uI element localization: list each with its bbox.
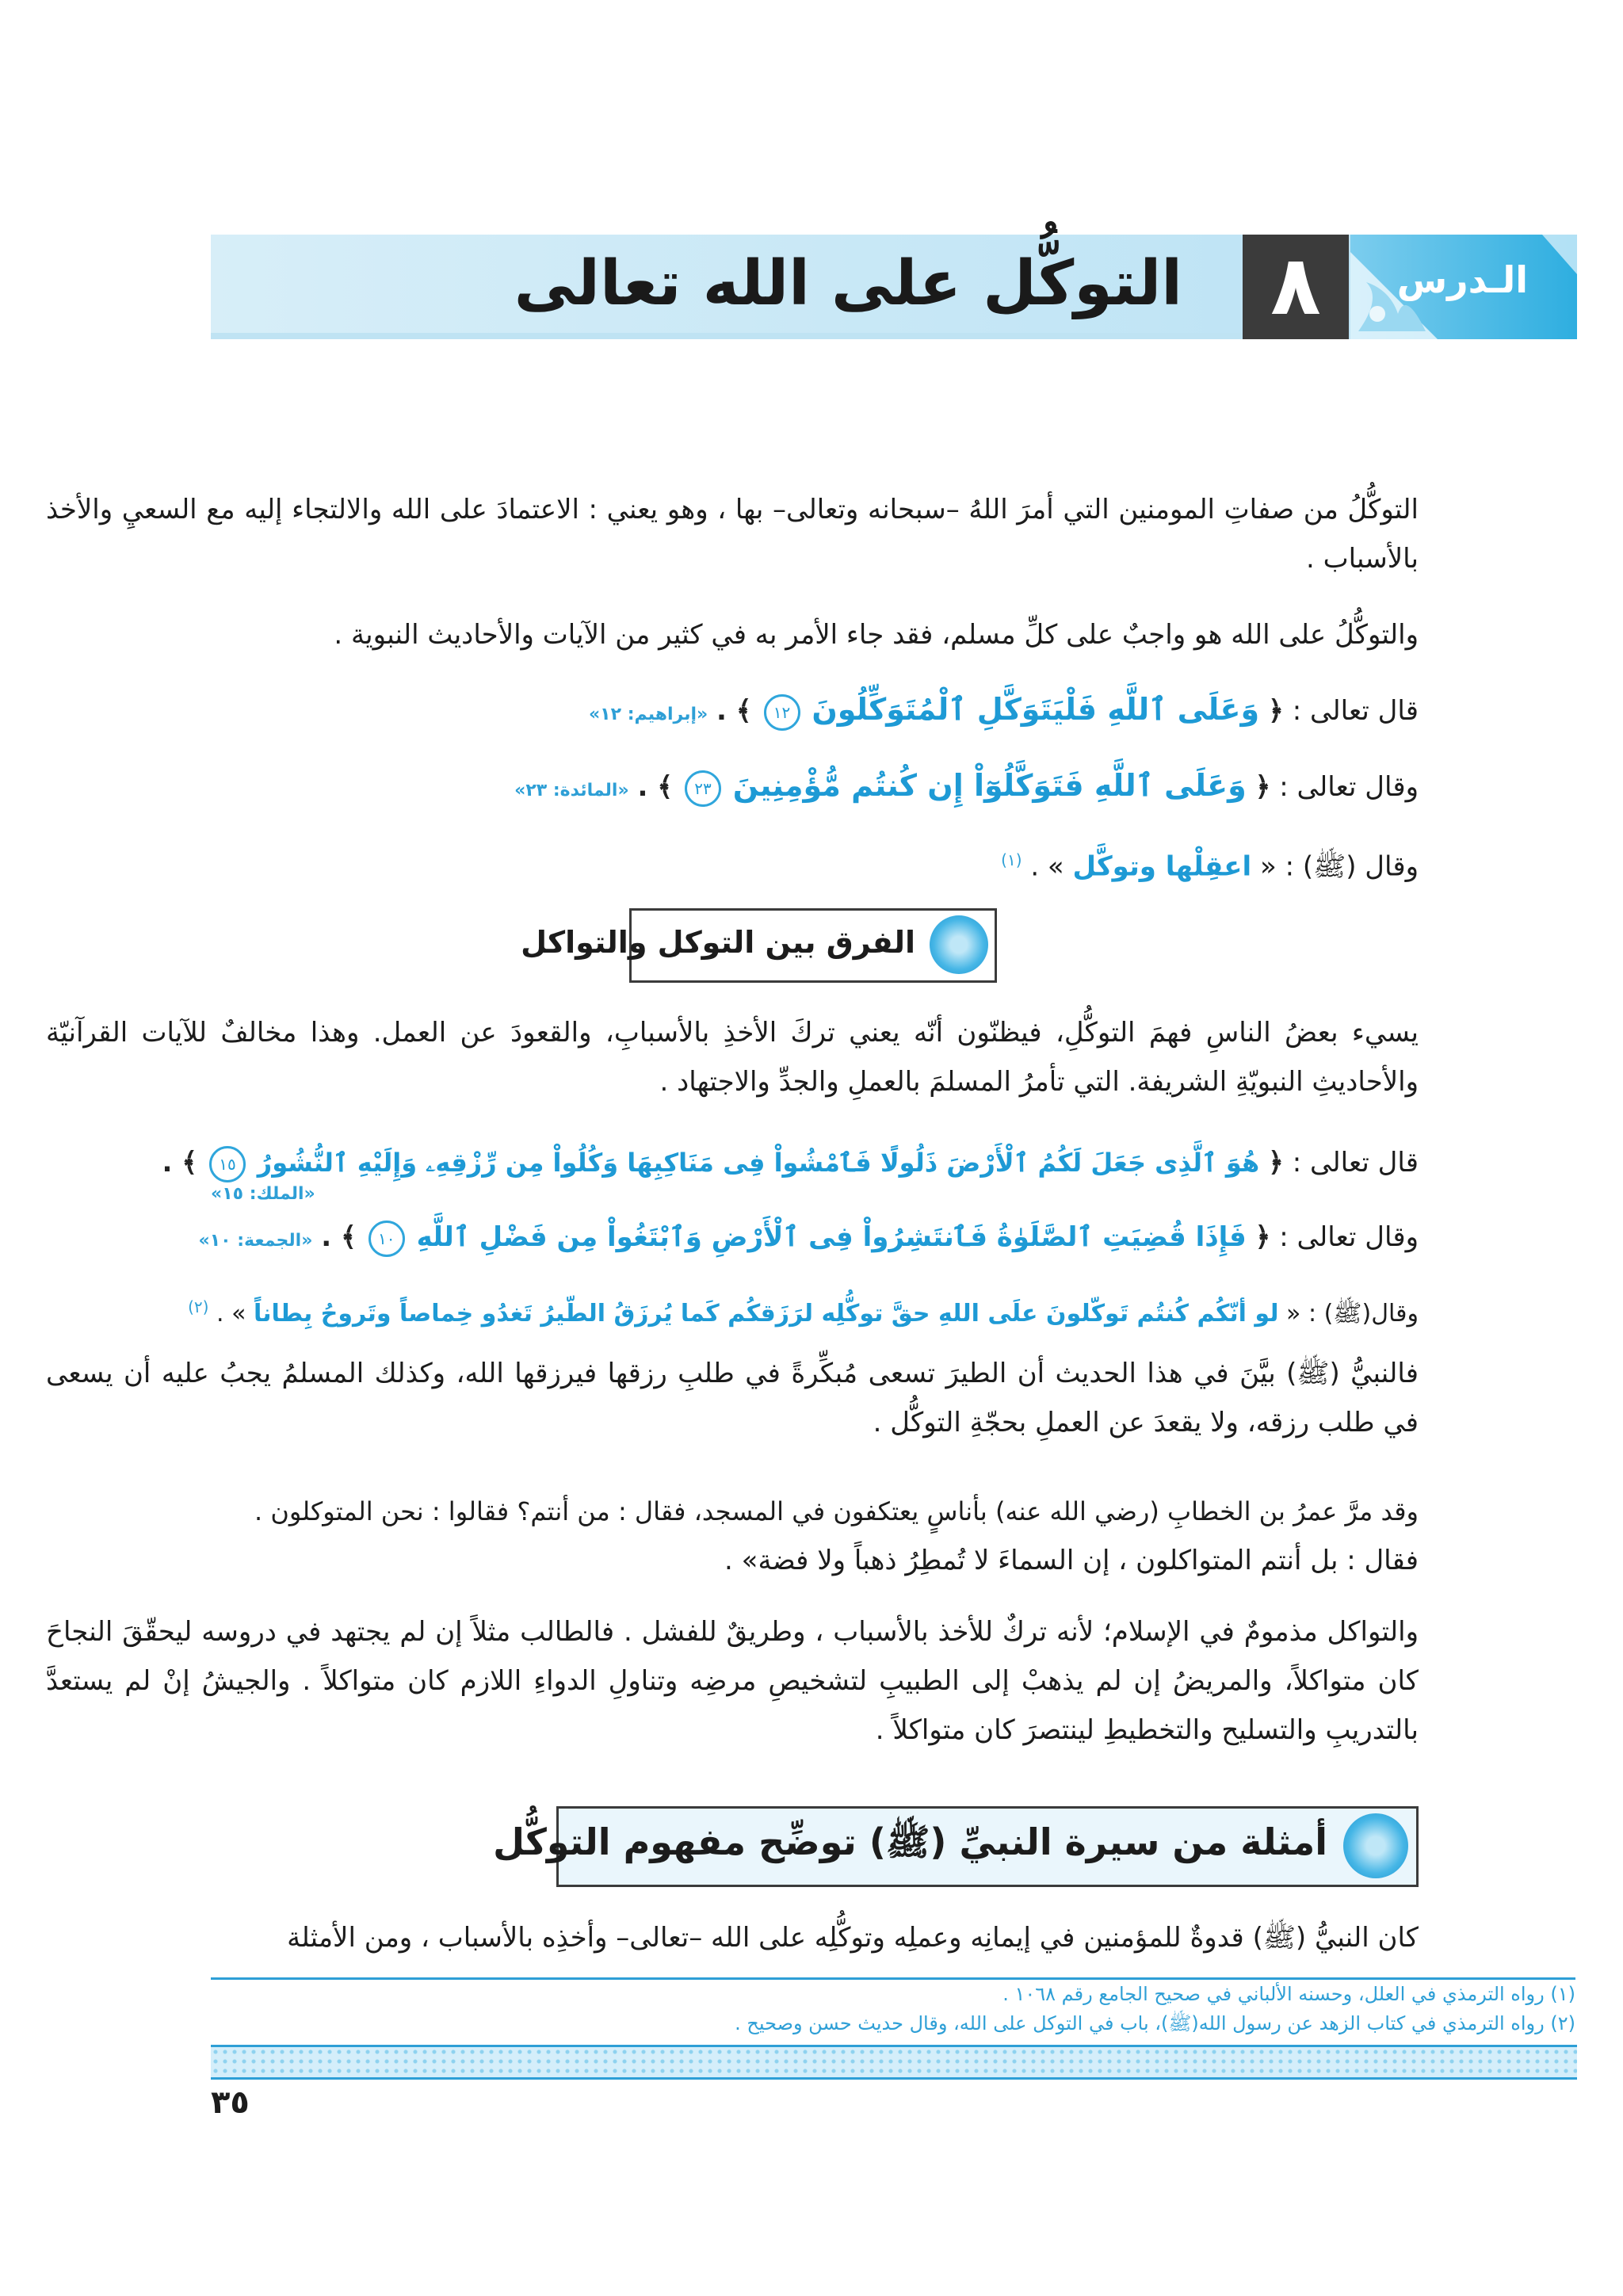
quote-prefix: وقال تعالى : (1279, 1221, 1419, 1253)
hadith-prefix: وقال(ﷺ) : « (1286, 1300, 1419, 1328)
verse-reference: «إبراهيم: ١٢» (588, 705, 708, 724)
lesson-label-box (1350, 235, 1577, 339)
hadith-text: اعقِلْها وتوكَّل (1072, 850, 1252, 883)
verse-number: ١٥ (209, 1146, 246, 1182)
quote-prefix: وقال تعالى : (1279, 771, 1419, 803)
page-number: ٣٥ (211, 2084, 250, 2121)
intro-paragraph: التوكُّلُ من صفاتِ المومنين التي أمرَ اللهُ –سبحانه وتعالى– بها ، وهو يعني : الاعتمادَ على الله والالتجاء إليه مع السعيِ والأخذ بالأسباب . (46, 494, 1419, 575)
verse-number: ٢٣ (685, 770, 721, 807)
omar-story-quote: فقال : بل أنتم المتواكلون ، إن السماءَ لا تُمطِرُ ذهباً ولا فضة» . (724, 1545, 1419, 1576)
footnote-marker: (٢) (188, 1297, 209, 1316)
quote-prefix: قال تعالى : (1292, 695, 1419, 727)
quote-line: وقال تعالى : ﴿ وَعَلَى ٱللَّهِ فَتَوَكَّلُوٓاْ إِن كُنتُم مُّؤْمِنِينَ ٢٣ ﴾ . «المائدة: ٢٣» (514, 766, 1419, 811)
tawakul-paragraph: والتواكل مذمومٌ في الإسلام؛ لأنه تركٌ للأخذ بالأسباب ، وطريقٌ للفشل . فالطالب مثلاً إن لم يجتهد في دروسه ليحقّقَ النجاحَ كان متواكلاً، والمريضُ إن لم يذهبْ إلى الطبيبِ لتشخيصِ مرضِه وتناولِ الدواءِ اللازم كان متواكلاً . والجيشُ إنْ لم يستعدَّ بالتدريبِ والتسليح والتخطيطِ لينتصرَ كان متواكلاً . (46, 1616, 1419, 1746)
intro-paragraph-2: والتوكُّلُ على الله هو واجبٌ على كلِّ مسلم، فقد جاء الأمر به في كثير من الآيات والأحاديث النبوية . (334, 619, 1419, 651)
quran-verse: وَعَلَى ٱللَّهِ فَتَوَكَّلُوٓاْ إِن كُنتُم مُّؤْمِنِينَ (732, 768, 1247, 803)
lesson-label: الـدرس (1396, 258, 1528, 301)
section-ornament-icon (1343, 1813, 1408, 1878)
section-title: الفرق بين التوكل والتواكل (521, 925, 915, 960)
corner-ornament-icon (1542, 235, 1577, 290)
examples-paragraph: كان النبيُّ (ﷺ) قدوةٌ للمؤمنين في إيمانِه وعملِه وتوكُّلِه على الله –تعالى– وأخذِه بالأسباب ، ومن الأمثلة (287, 1922, 1419, 1954)
hadith-suffix: » . (216, 1300, 246, 1328)
explanation-paragraph: فالنبيُّ (ﷺ) بيَّنَ في هذا الحديث أن الطيرَ تسعى مُبكِّرةً في طلبِ رزقها فيرزقها الله، وكذلك المسلمُ يجبُ عليه أن يسعى في طلب رزقه، ولا يقعدَ عن العملِ بحجّةِ التوكُّل . (46, 1358, 1419, 1438)
lesson-title: التوكُّل على الله تعالى (514, 248, 1182, 319)
section-heading-examples (493, 1806, 1419, 1887)
section-heading-difference (521, 908, 997, 983)
footnote-marker: (١) (1001, 850, 1022, 869)
hadith-suffix: » . (1030, 850, 1064, 883)
verse-reference: «المائدة: ٢٣» (514, 781, 629, 800)
verse-reference: «الملك: ١٥» (211, 1184, 315, 1204)
lesson-header (211, 235, 1577, 342)
omar-story: وقد مرَّ عمرُ بن الخطابِ (رضي الله عنه) بأناسٍ يعتكفون في المسجد، فقال : من أنتم؟ فقالوا : نحن المتوكلون . (254, 1496, 1419, 1526)
hadith-prefix: وقال (ﷺ) : « (1259, 850, 1419, 883)
quran-verse: هُوَ ٱلَّذِى جَعَلَ لَكُمُ ٱلْأَرْضَ ذَلُولًا فَٱمْشُواْ فِى مَنَاكِبِهَا وَكُلُواْ مِن رِّزْقِهِۦ وَإِلَيْهِ ٱلنُّشُورُ (257, 1148, 1260, 1178)
difference-paragraph: يسيء بعضُ الناسِ فهمَ التوكُّلِ، فيظنّون أنّه يعني تركَ الأخذِ بالأسبابِ، والقعودَ عن العمل. وهذا مخالفٌ للآيات القرآنيّة والأحاديثِ النبويّةِ الشريفة. التي تأمرُ المسلمَ بالعملِ والجدِّ والاجتهاد . (46, 1017, 1419, 1098)
verse-reference: «الجمعة: ١٠» (198, 1231, 313, 1251)
footnote-2: (٢) رواه الترمذي في كتاب الزهد عن رسول الله(ﷺ)، باب في التوكل على الله، وقال حديث حسن وصحيح . (735, 2012, 1575, 2034)
lesson-number: ٨ (1243, 235, 1349, 339)
verse-number: ١٢ (764, 694, 800, 731)
quote-prefix: قال تعالى : (1292, 1147, 1419, 1179)
verse-number: ١٠ (369, 1221, 405, 1257)
quote-line: وقال تعالى : ﴿ فَإِذَا قُضِيَتِ ٱلصَّلَوٰةُ فَٱنتَشِرُواْ فِى ٱلْأَرْضِ وَٱبْتَغُواْ مِن فَضْلِ ٱللَّهِ ١٠ ﴾ . «الجمعة: ١٠» (199, 1217, 1419, 1261)
quote-line: قال تعالى : ﴿ هُوَ ٱلَّذِى جَعَلَ لَكُمُ ٱلْأَرْضَ ذَلُولًا فَٱمْشُواْ فِى مَنَاكِبِهَا وَكُلُواْ مِن رِّزْقِهِۦ وَإِلَيْهِ ٱلنُّشُورُ ١٥ ﴾ . (162, 1143, 1419, 1182)
section-title: أمثلة من سيرة النبيِّ (ﷺ) توضِّح مفهوم التوكُّل (493, 1820, 1327, 1863)
footnote-divider (211, 1977, 1575, 1980)
footnote-1: (١) رواه الترمذي في العلل، وحسنه الألباني في صحيح الجامع رقم ١٠٦٨ . (1002, 1983, 1575, 2005)
quote-line: قال تعالى : ﴿ وَعَلَى ٱللَّهِ فَلْيَتَوَكَّلِ ٱلْمُتَوَكِّلُونَ ١٢ ﴾ . «إبراهيم: ١٢» (589, 690, 1419, 735)
decorative-band (211, 2045, 1577, 2080)
quran-verse: وَعَلَى ٱللَّهِ فَلْيَتَوَكَّلِ ٱلْمُتَوَكِّلُونَ (812, 692, 1260, 727)
hadith-text: لو أنّكُم كُنتُم تَوكّلونَ علَى اللهِ حقَّ توكُّلِه لرَزَقكُم كَما يُرزَقُ الطّيرُ تَغدُو خِماصاً وتَروحُ بِطاناً (254, 1300, 1279, 1328)
quran-verse: فَإِذَا قُضِيَتِ ٱلصَّلَوٰةُ فَٱنتَشِرُواْ فِى ٱلْأَرْضِ وَٱبْتَغُواْ مِن فَضْلِ ٱللَّهِ (416, 1221, 1247, 1253)
section-ornament-icon (930, 915, 988, 974)
hadith-line (1001, 840, 1419, 886)
hadith-line (188, 1287, 1419, 1334)
